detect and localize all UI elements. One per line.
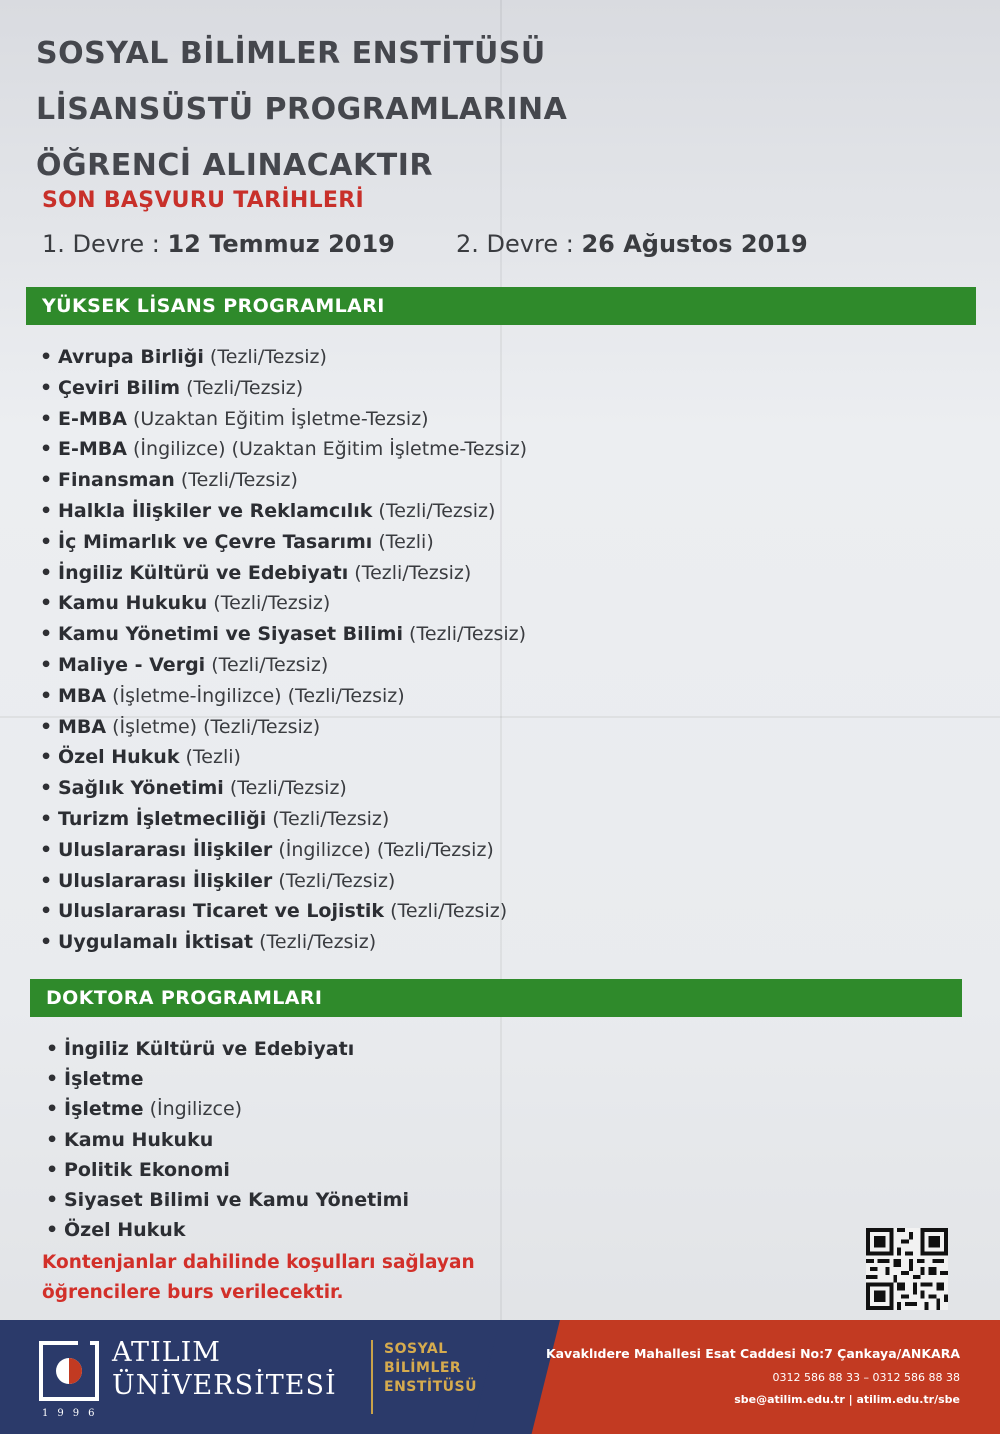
program-note: (Tezli/Tezsiz): [354, 561, 472, 584]
period-2: [456, 230, 808, 258]
program-note: (Tezli/Tezsiz): [180, 469, 298, 492]
university-name: [112, 1336, 337, 1402]
program-item: [46, 1034, 409, 1064]
program-name: Özel Hukuk: [64, 1219, 186, 1242]
program-item: [46, 1185, 409, 1215]
program-item: [40, 650, 527, 681]
bullet-icon: •: [40, 469, 53, 492]
program-item: [40, 404, 527, 435]
program-name: Halkla İlişkiler ve Reklamcılık: [58, 499, 373, 522]
bullet-icon: •: [40, 653, 53, 676]
program-name: E-MBA: [58, 407, 127, 430]
title-line-3: ÖĞRENCİ ALINACAKTIR: [36, 148, 433, 183]
bullet-icon: •: [40, 592, 53, 615]
program-item: [40, 896, 527, 927]
bullet-icon: •: [46, 1219, 59, 1242]
program-name: İşletme: [64, 1098, 144, 1121]
program-name: E-MBA: [58, 438, 127, 461]
program-name: MBA: [58, 684, 107, 707]
bullet-icon: •: [40, 376, 53, 399]
bullet-icon: •: [40, 869, 53, 892]
program-name: İşletme: [64, 1068, 144, 1091]
program-name: Siyaset Bilimi ve Kamu Yönetimi: [64, 1188, 409, 1211]
program-name: Sağlık Yönetimi: [58, 777, 224, 800]
founded-year: 1996: [42, 1408, 104, 1419]
program-item: [46, 1125, 409, 1155]
program-item: [40, 927, 527, 958]
university-name-line-2: ÜNİVERSİTESİ: [112, 1370, 337, 1401]
bullet-icon: •: [46, 1038, 59, 1060]
bullet-icon: •: [46, 1128, 59, 1151]
program-note: (İngilizce) (Tezli/Tezsiz): [278, 838, 494, 861]
scholarship-line-2: öğrencilere burs verilecektir.: [42, 1282, 344, 1303]
program-note: (İşletme) (Tezli/Tezsiz): [112, 715, 321, 738]
program-name: Avrupa Birliği: [58, 346, 204, 368]
footer-divider: [371, 1340, 373, 1414]
program-item: [40, 496, 527, 527]
program-item: [46, 1064, 409, 1094]
program-note: (Tezli/Tezsiz): [229, 777, 347, 800]
bullet-icon: •: [46, 1098, 59, 1121]
bullet-icon: •: [40, 407, 53, 430]
program-name: Politik Ekonomi: [64, 1158, 230, 1181]
doctorate-heading-band: DOKTORA PROGRAMLARI: [30, 979, 962, 1017]
period-1-date: 12 Temmuz 2019: [167, 230, 395, 258]
program-note: (Tezli/Tezsiz): [272, 807, 390, 830]
deadline-heading: SON BAŞVURU TARİHLERİ: [42, 188, 364, 213]
program-name: Özel Hukuk: [58, 746, 180, 769]
program-note: (Tezli/Tezsiz): [278, 869, 396, 892]
program-name: Finansman: [58, 469, 175, 492]
program-name: Turizm İşletmeciliği: [58, 807, 267, 830]
program-note: (Tezli/Tezsiz): [213, 592, 331, 615]
period-1-label: 1. Devre :: [42, 230, 160, 258]
bullet-icon: •: [46, 1158, 59, 1181]
program-note: (Tezli/Tezsiz): [209, 346, 327, 368]
address: Kavaklıdere Mahallesi Esat Caddesi No:7 Çankaya/ANKARA: [545, 1346, 960, 1361]
program-item: [40, 804, 527, 835]
university-name-line-1: ATILIM: [112, 1337, 221, 1368]
program-note: (İngilizce) (Uzaktan Eğitim İşletme-Tezsiz): [133, 438, 528, 461]
program-name: Çeviri Bilim: [58, 376, 181, 399]
bullet-icon: •: [40, 900, 53, 923]
period-2-label: 2. Devre :: [456, 230, 574, 258]
atilim-logo-icon: [38, 1340, 100, 1402]
program-note: (Tezli/Tezsiz): [409, 623, 527, 646]
bullet-icon: •: [40, 561, 53, 584]
bullet-icon: •: [40, 715, 53, 738]
program-name: Kamu Yönetimi ve Siyaset Bilimi: [58, 623, 403, 646]
program-item: [40, 619, 527, 650]
program-note: (Tezli): [185, 746, 241, 769]
program-name: Kamu Hukuku: [58, 592, 208, 615]
program-item: [40, 712, 527, 743]
program-item: [46, 1215, 409, 1245]
bullet-icon: •: [40, 746, 53, 769]
period-1: [42, 230, 395, 258]
program-note: (Tezli/Tezsiz): [259, 931, 377, 954]
bullet-icon: •: [40, 931, 53, 954]
bullet-icon: •: [40, 777, 53, 800]
program-name: Kamu Hukuku: [64, 1128, 214, 1151]
institute-line-1: SOSYAL: [384, 1341, 448, 1357]
doctorate-program-list: [46, 1034, 409, 1245]
poster-title: [36, 26, 567, 194]
program-item: [40, 558, 527, 589]
program-item: [40, 835, 527, 866]
title-line-2: LİSANSÜSTÜ PROGRAMLARINA: [36, 92, 568, 127]
program-note: (Tezli): [378, 530, 434, 553]
program-name: Uygulamalı İktisat: [58, 931, 254, 954]
program-item: [40, 434, 527, 465]
program-item: [40, 866, 527, 897]
program-name: İngiliz Kültürü ve Edebiyatı: [64, 1038, 355, 1060]
bullet-icon: •: [40, 346, 53, 368]
program-name: Uluslararası İlişkiler: [58, 869, 273, 892]
program-note: (İşletme-İngilizce) (Tezli/Tezsiz): [112, 684, 405, 707]
bullet-icon: •: [40, 623, 53, 646]
program-item: [40, 681, 527, 712]
program-note: (Tezli/Tezsiz): [186, 376, 304, 399]
program-item: [40, 588, 527, 619]
program-item: [40, 373, 527, 404]
program-item: [40, 342, 527, 373]
scholarship-notice: [42, 1248, 475, 1308]
bullet-icon: •: [40, 499, 53, 522]
program-item: [40, 773, 527, 804]
masters-heading-band: YÜKSEK LİSANS PROGRAMLARI: [26, 287, 976, 325]
institute-name: [384, 1340, 477, 1397]
bullet-icon: •: [46, 1068, 59, 1091]
bullet-icon: •: [40, 684, 53, 707]
program-name: MBA: [58, 715, 107, 738]
program-item: [40, 527, 527, 558]
program-name: Maliye - Vergi: [58, 653, 206, 676]
program-item: [46, 1094, 409, 1124]
scholarship-line-1: Kontenjanlar dahilinde koşulları sağlayan: [42, 1252, 475, 1273]
title-line-1: SOSYAL BİLİMLER ENSTİTÜSÜ: [36, 36, 546, 71]
program-name: Uluslararası İlişkiler: [58, 838, 273, 861]
period-2-date: 26 Ağustos 2019: [581, 230, 808, 258]
program-note: (Tezli/Tezsiz): [390, 900, 508, 923]
bullet-icon: •: [40, 530, 53, 553]
program-item: [46, 1155, 409, 1185]
institute-line-2: BİLİMLER: [384, 1360, 462, 1376]
program-note: (Tezli/Tezsiz): [211, 653, 329, 676]
bullet-icon: •: [40, 438, 53, 461]
bullet-icon: •: [40, 838, 53, 861]
web-contact-link[interactable]: sbe@atilim.edu.tr | atilim.edu.tr/sbe: [734, 1393, 960, 1406]
program-name: Uluslararası Ticaret ve Lojistik: [58, 900, 385, 923]
program-note: (Uzaktan Eğitim İşletme-Tezsiz): [133, 407, 429, 430]
bullet-icon: •: [46, 1188, 59, 1211]
masters-program-list: [40, 342, 527, 958]
program-item: [40, 742, 527, 773]
program-note: (Tezli/Tezsiz): [378, 499, 496, 522]
qr-code[interactable]: [866, 1228, 948, 1310]
institute-line-3: ENSTİTÜSÜ: [384, 1379, 477, 1395]
program-note: (İngilizce): [149, 1098, 243, 1121]
phone-numbers: 0312 586 88 33 – 0312 586 88 38: [772, 1371, 960, 1384]
program-item: [40, 465, 527, 496]
program-name: İngiliz Kültürü ve Edebiyatı: [58, 561, 349, 584]
program-name: İç Mimarlık ve Çevre Tasarımı: [58, 530, 373, 553]
bullet-icon: •: [40, 807, 53, 830]
